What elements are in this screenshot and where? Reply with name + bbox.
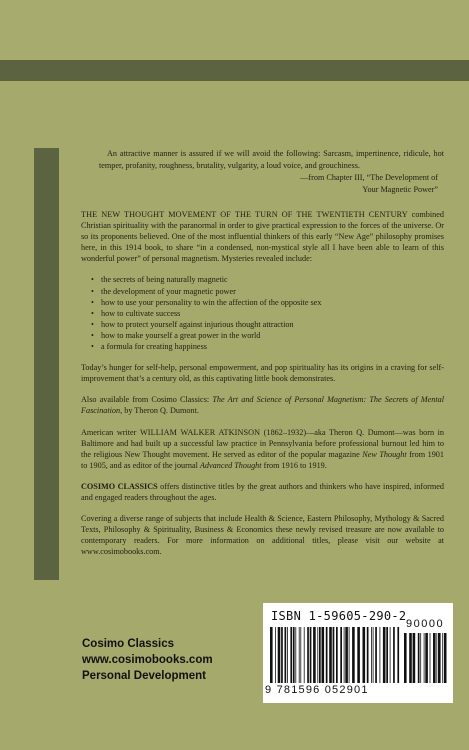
- barcode-bar: [390, 627, 391, 683]
- barcode-bar: [442, 633, 443, 683]
- publisher-website: www.cosimobooks.com: [82, 654, 213, 666]
- barcode-bar: [344, 627, 345, 683]
- barcode-bar: [397, 627, 399, 683]
- barcode-bar: [290, 627, 292, 683]
- cosimo-brand: COSIMO CLASSICS: [81, 481, 158, 491]
- also-available-prefix: Also available from Cosimo Classics:: [81, 395, 213, 405]
- barcode-bar: [425, 633, 428, 683]
- barcode-bar: [313, 627, 316, 683]
- barcode-bar: [336, 627, 338, 683]
- barcode-bar: [270, 627, 273, 683]
- back-cover-copy: [81, 209, 444, 567]
- also-available-paragraph: [81, 394, 444, 416]
- barcode-bar: [285, 627, 287, 683]
- barcode-bar: [307, 627, 309, 683]
- author-name: WILLIAM WALKER ATKINSON: [139, 427, 261, 437]
- author-bio-part1: (1862–1932)—aka Theron Q. Dumont—was born in Baltimore and had built up a successful law practice in Pennsylvania before professional burnout led him to the religious New Thought movement. He served as editor of the popular magazine: [81, 427, 445, 459]
- barcode-bar: [326, 627, 328, 683]
- barcode-bar: [317, 627, 318, 683]
- barcode-bar: [375, 627, 377, 683]
- barcode-bar: [352, 627, 355, 683]
- list-item: • the secrets of being naturally magnetic: [91, 274, 444, 285]
- barcode-bar: [340, 627, 342, 683]
- hunger-paragraph: Today’s hunger for self-help, personal empowerment, and pop spirituality has its origins in a craving for self-improvement that’s a century old, as this captivating little book demonstrates.: [81, 363, 444, 384]
- barcode-bar: [433, 633, 436, 683]
- barcode-bar: [304, 627, 305, 683]
- barcode-bar: [380, 627, 381, 683]
- barcode-bar: [373, 627, 374, 683]
- addon-barcode-bars: [404, 633, 448, 683]
- publisher-block: [82, 636, 262, 684]
- barcode-bar: [329, 627, 332, 683]
- intro-lead-caps: THE NEW THOUGHT MOVEMENT OF THE TURN OF THE TWENTIETH CENTURY: [81, 210, 408, 219]
- barcode-bar: [278, 627, 281, 683]
- barcode-bar: [293, 627, 295, 683]
- barcode-bar: [430, 633, 431, 683]
- dark-horizontal-band: [0, 60, 469, 81]
- barcode-bar: [386, 627, 388, 683]
- barcode-bar: [420, 633, 421, 683]
- list-item: • how to use your personality to win the affection of the opposite sex: [91, 297, 444, 308]
- quote-attribution-line2: Your Magnetic Power”: [362, 185, 438, 195]
- barcode-bar: [367, 627, 369, 683]
- barcode-bar: [363, 627, 366, 683]
- barcode-bar: [310, 627, 312, 683]
- barcode-bar: [349, 627, 350, 683]
- mysteries-list: [81, 274, 444, 352]
- intro-paragraph: [81, 209, 444, 264]
- author-bio-paragraph: [81, 427, 444, 471]
- barcode-bar: [413, 633, 416, 683]
- barcode-bar: [436, 633, 437, 683]
- also-available-suffix: , by Theron Q. Dumont.: [120, 406, 199, 416]
- barcode-bar: [393, 627, 395, 683]
- magazine-new-thought: New Thought: [362, 449, 407, 459]
- barcode-bar: [357, 627, 360, 683]
- cosimo-blurb-paragraph: [81, 481, 444, 503]
- quote-attribution-line1: —from Chapter III, “The Development of: [300, 173, 438, 183]
- ean-barcode-bars: [270, 627, 400, 683]
- barcode-bar: [345, 627, 348, 683]
- barcode-bar: [424, 633, 425, 683]
- barcode-bar: [383, 627, 386, 683]
- barcode-bar: [418, 633, 420, 683]
- barcode-bar: [275, 627, 276, 683]
- barcode-bar: [404, 633, 407, 683]
- addon-digits: 90000: [406, 618, 445, 630]
- coverage-paragraph: Covering a diverse range of subjects that include Health & Science, Eastern Philosophy, Mythology & Sacred Texts, Philosophy & Spirituality, Business & Economics these newly revised treasure are now available to contemporary readers. For more information on additional titles, please visit our website at www.cosimobooks.com.: [81, 514, 444, 557]
- author-bio-part2: from 1901 to 1905, and as editor of the journal: [81, 449, 444, 470]
- list-item: • a formula for creating happiness: [91, 341, 444, 352]
- quote-text: An attractive manner is assured if we will avoid the following: Sarcasm, impertinence, ridicule, hot temper, profanity, roughness, brutality, vulgarity, a loud voice, and grouchiness.: [99, 149, 444, 171]
- barcode-bar: [438, 633, 441, 683]
- top-cover-band: [0, 0, 469, 60]
- cosimo-blurb-text: offers distinctive titles by the great authors and thinkers who have inspired, informed and engaged readers throughout the ages.: [81, 481, 444, 502]
- publisher-name: Cosimo Classics: [82, 638, 175, 650]
- barcode-bar: [287, 627, 288, 683]
- barcode-bar: [409, 633, 412, 683]
- barcode-bar: [295, 627, 296, 683]
- isbn-text: ISBN 1-59605-290-2: [271, 609, 407, 623]
- barcode-bar: [322, 627, 325, 683]
- barcode-bar: [300, 627, 301, 683]
- list-item: • how to protect yourself against injurious thought attraction: [91, 319, 444, 330]
- barcode-bar: [444, 633, 447, 683]
- journal-advanced-thought: Advanced Thought: [199, 460, 262, 470]
- isbn-barcode: [263, 603, 453, 703]
- list-item: • how to cultivate success: [91, 308, 444, 319]
- epigraph-quote: [99, 148, 444, 196]
- list-item: • the development of your magnetic power: [91, 286, 444, 297]
- author-bio-lead: American writer: [81, 427, 140, 437]
- barcode-bar: [333, 627, 335, 683]
- barcode-bar: [281, 627, 283, 683]
- barcode-bar: [319, 627, 321, 683]
- list-item: • how to make yourself a great power in the world: [91, 330, 444, 341]
- author-bio-part3: from 1916 to 1919.: [261, 460, 327, 470]
- barcode-bar: [371, 627, 372, 683]
- also-available-title: The Art and Science of Personal Magnetism: The Secrets of Mental Fascination: [81, 395, 444, 416]
- vertical-accent-bar: [34, 148, 59, 580]
- barcode-bar: [299, 627, 300, 683]
- ean-digits: 9 781596 052901: [265, 684, 369, 696]
- publisher-category: Personal Development: [82, 670, 206, 682]
- intro-text: combined Christian spirituality with the paranormal in order to give practical expression to the forces of the universe. Or so its proponents believed. One of the most influential thinkers of this early “New Age” philosophy promises here, in this 1914 book, to share “in a condensed, non-mystical style all I have been able to learn of this wonderful power” of personal magnetism. Mysteries revealed include:: [81, 210, 444, 264]
